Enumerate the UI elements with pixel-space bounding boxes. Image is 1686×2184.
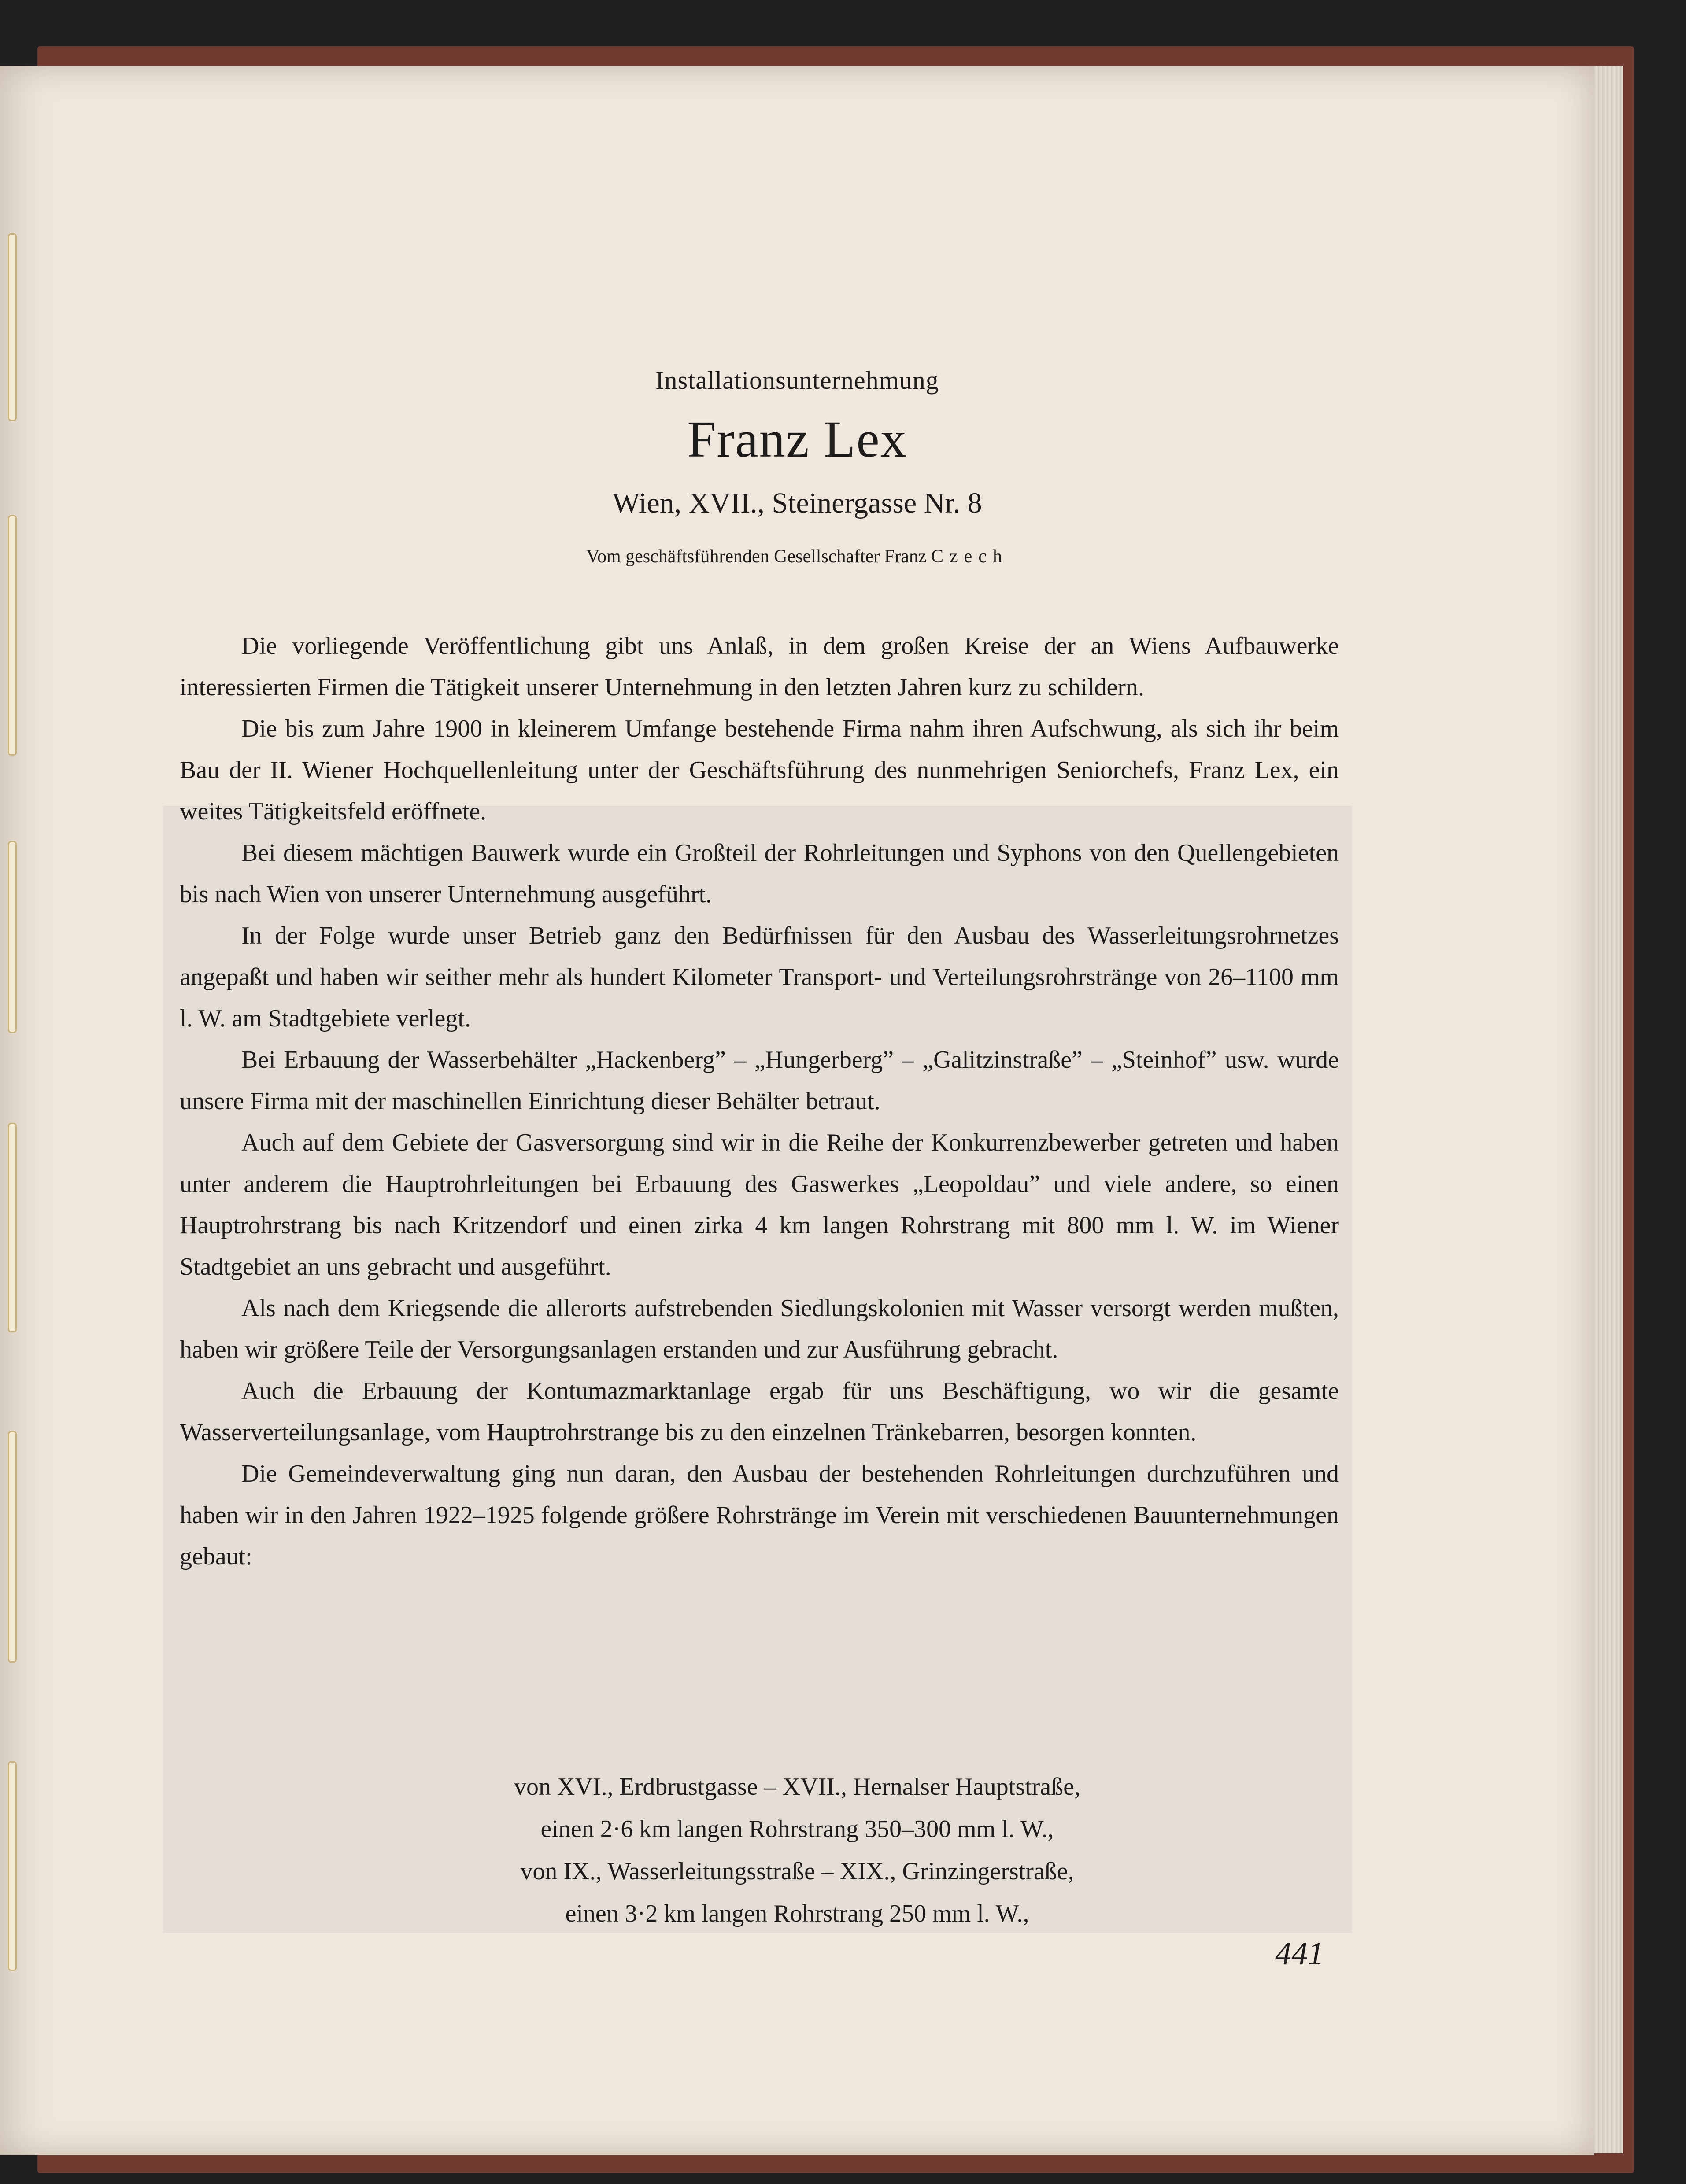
paragraph: Die bis zum Jahre 1900 in kleinerem Umfange bestehende Firma nahm ihren Aufschwung, als sich ihr beim Bau der II. Wiener Hochquellenleitung unter der Geschäftsführung des nunmehrigen Seniorchefs, Franz Lex, ein weites Tätigkeitsfeld eröffnete. <box>180 715 1339 825</box>
paragraph: Als nach dem Kriegsende die allerorts aufstrebenden Siedlungskolonien mit Wasser versorgt werden mußten, haben wir größere Teile der Versorgungsanlagen erstanden und zur Ausführung gebracht. <box>180 1295 1339 1363</box>
pipe-list-line: einen 3·2 km langen Rohrstrang 250 mm l. W., <box>565 1900 1029 1927</box>
author-byline <box>0 546 1594 567</box>
pipe-list-line: von IX., Wasserleitungsstraße – XIX., Grinzingerstraße, <box>520 1858 1074 1885</box>
page-number: 441 <box>1275 1936 1324 1972</box>
binding-stitch <box>8 1431 17 1663</box>
paragraph: Auch die Erbauung der Kontumazmarktanlage ergab für uns Beschäftigung, wo wir die gesamte Wasserverteilungsanlage, vom Hauptrohrstrange bis zu den einzelnen Tränkebarren, besorgen konnten. <box>180 1377 1339 1446</box>
byline-prefix: Vom geschäftsführenden Gesellschafter Franz <box>586 546 927 567</box>
paragraph: Die vorliegende Veröffentlichung gibt uns Anlaß, in dem großen Kreise der an Wiens Aufbauwerke interessierten Firmen die Tätigkeit unserer Unternehmung in den letzten Jahren kurz zu schildern. <box>180 632 1339 701</box>
article-body <box>180 625 1339 1577</box>
book-page <box>0 66 1594 2155</box>
binding-stitch <box>8 1123 17 1332</box>
paragraph: In der Folge wurde unser Betrieb ganz den Bedürfnissen für den Ausbau des Wasserleitungsrohrnetzes angepaßt und haben wir seither mehr als hundert Kilometer Transport- und Verteilungsrohrstränge von 26–1100 mm l. W. am Stadtgebiete verlegt. <box>180 922 1339 1032</box>
binding-stitch <box>8 841 17 1033</box>
paragraph: Bei Erbauung der Wasserbehälter „Hackenberg” – „Hungerberg” – „Galitzinstraße” – „Steinhof” usw. wurde unsere Firma mit der maschinellen Einrichtung dieser Behälter betraut. <box>180 1046 1339 1115</box>
pipe-list-line: von XVI., Erdbrustgasse – XVII., Hernalser Hauptstraße, <box>514 1773 1081 1800</box>
paragraph: Die Gemeindeverwaltung ging nun daran, den Ausbau der bestehenden Rohrleitungen durchzuführen und haben wir in den Jahren 1922–1925 folgende größere Rohrstränge im Verein mit verschiedenen Bauunternehmungen gebaut: <box>180 1460 1339 1570</box>
company-name-title: Franz Lex <box>687 410 907 468</box>
company-address: Wien, XVII., Steinergasse Nr. 8 <box>612 487 982 519</box>
pipe-list <box>0 1766 1594 1935</box>
company-type-heading: Installationsunternehmung <box>655 366 939 395</box>
pipe-list-line: einen 2·6 km langen Rohrstrang 350–300 mm l. W., <box>540 1815 1054 1843</box>
byline-name: Czech <box>931 546 1008 567</box>
paragraph: Auch auf dem Gebiete der Gasversorgung sind wir in die Reihe der Konkurrenzbewerber getreten und haben unter anderem die Hauptrohrleitungen bei Erbauung des Gaswerkes „Leopoldau” und viele andere, so einen Hauptrohrstrang bis nach Kritzendorf und einen zirka 4 km langen Rohrstrang mit 800 mm l. W. im Wiener Stadtgebiet an uns gebracht und ausgeführt. <box>180 1129 1339 1280</box>
paragraph: Bei diesem mächtigen Bauwerk wurde ein Großteil der Rohrleitungen und Syphons von den Quellengebieten bis nach Wien von unserer Unternehmung ausgeführt. <box>180 839 1339 908</box>
